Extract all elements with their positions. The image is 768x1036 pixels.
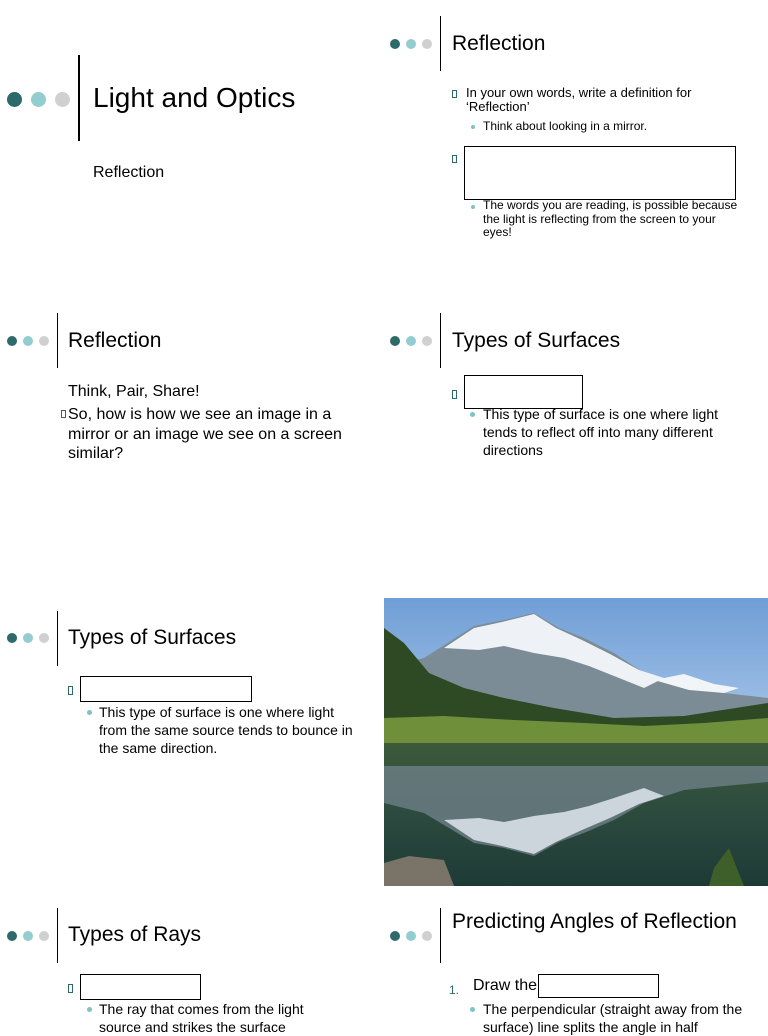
blank-answer-box[interactable] — [464, 146, 736, 200]
round-bullet-icon — [470, 1007, 475, 1012]
dot-gray-icon — [55, 92, 70, 107]
round-bullet-icon — [87, 710, 92, 715]
dot-dark-icon — [7, 633, 17, 643]
square-bullet-icon — [68, 686, 73, 695]
dot-gray-icon — [422, 931, 432, 941]
title-divider — [440, 908, 441, 963]
title-divider — [57, 611, 58, 666]
slide-title: Reflection — [452, 32, 546, 55]
dot-gray-icon — [39, 336, 49, 346]
dot-gray-icon — [39, 633, 49, 643]
dot-dark-icon — [390, 336, 400, 346]
sub-bullet-text: The ray that comes from the light source and strikes the surface — [99, 1001, 304, 1035]
square-bullet-icon — [452, 90, 457, 98]
dot-light-icon — [406, 336, 416, 346]
round-bullet-icon — [471, 125, 475, 129]
dot-light-icon — [406, 931, 416, 941]
list-number: 1. — [449, 983, 460, 997]
dot-light-icon — [23, 931, 33, 941]
title-divider — [78, 55, 80, 141]
dot-dark-icon — [7, 931, 17, 941]
list-item-text: Draw the — [473, 977, 538, 994]
dot-dark-icon — [7, 92, 22, 107]
dot-gray-icon — [422, 39, 432, 49]
dot-light-icon — [23, 633, 33, 643]
slide-title: Types of Surfaces — [452, 329, 621, 352]
sub-bullet-text: This type of surface is one where light from the same source tends to bounce in the same direction. — [99, 704, 353, 756]
blank-answer-box[interactable] — [80, 676, 252, 702]
slide-title: Predicting Angles of Reflection — [452, 910, 737, 933]
bullet-text: In your own words, write a definition for ‘Reflection’ — [466, 85, 692, 114]
mountain-lake-illustration — [384, 598, 768, 886]
dot-light-icon — [23, 336, 33, 346]
mountain-lake-reflection-image — [384, 598, 768, 886]
title-divider — [440, 16, 441, 71]
sub-bullet-text: The perpendicular (straight away from the surface) line splits the angle in half — [483, 1001, 743, 1035]
sub-bullet-text: The words you are reading, is possible because the light is reflecting from the screen to your eyes! — [483, 198, 738, 239]
title-divider — [57, 908, 58, 963]
round-bullet-icon — [470, 412, 475, 417]
round-bullet-icon — [471, 205, 475, 209]
dot-dark-icon — [390, 931, 400, 941]
sub-bullet-text: Think about looking in a mirror. — [483, 119, 648, 133]
dot-light-icon — [31, 92, 46, 107]
square-bullet-icon — [452, 390, 457, 399]
body-text: So, how is how we see an image in a mirror or an image we see on a screen similar? — [68, 406, 342, 462]
blank-answer-box[interactable] — [80, 974, 201, 1000]
slide-title: Light and Optics — [93, 82, 296, 113]
dot-gray-icon — [39, 931, 49, 941]
title-divider — [440, 313, 441, 368]
square-bullet-icon — [61, 410, 66, 418]
square-bullet-icon — [68, 984, 73, 993]
sub-bullet-text: This type of surface is one where light tends to reflect off into many different directions — [483, 406, 719, 458]
slide-title: Reflection — [68, 329, 162, 352]
round-bullet-icon — [87, 1007, 92, 1012]
dot-light-icon — [406, 39, 416, 49]
slide-title: Types of Rays — [68, 923, 202, 946]
dot-dark-icon — [390, 39, 400, 49]
body-text: Think, Pair, Share! — [68, 383, 200, 400]
blank-answer-box[interactable] — [464, 375, 583, 409]
square-bullet-icon — [452, 155, 457, 163]
slide-title: Types of Surfaces — [68, 626, 237, 649]
slide-subtitle: Reflection — [93, 164, 165, 181]
title-divider — [57, 313, 58, 368]
dot-gray-icon — [422, 336, 432, 346]
blank-answer-box[interactable] — [538, 974, 659, 998]
dot-dark-icon — [7, 336, 17, 346]
